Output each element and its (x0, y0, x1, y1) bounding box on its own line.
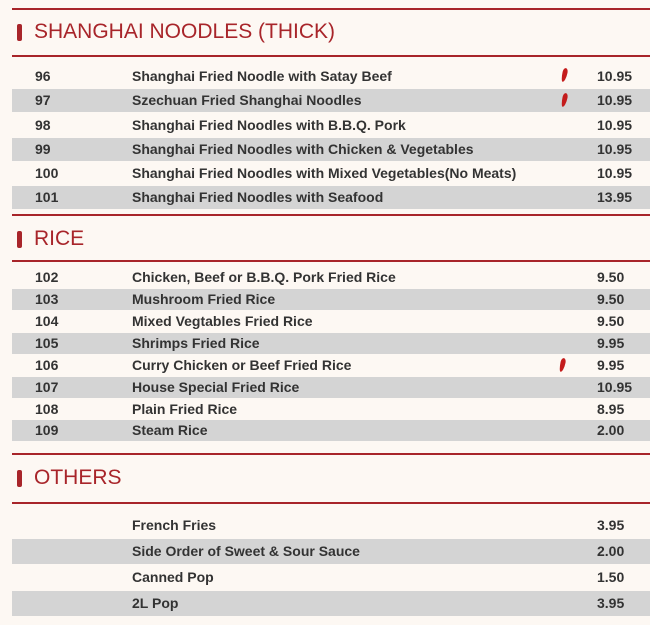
menu-row (12, 565, 650, 590)
item-price: 9.50 (597, 313, 625, 329)
menu-row (12, 399, 650, 420)
item-name: Plain Fried Rice (132, 401, 238, 417)
menu-row (12, 377, 650, 398)
item-name: Curry Chicken or Beef Fried Rice (132, 357, 352, 373)
item-number: 104 (35, 313, 59, 329)
section-title (17, 224, 84, 254)
item-number: 100 (35, 165, 59, 181)
item-price: 3.95 (597, 517, 625, 533)
item-name: 2L Pop (132, 595, 179, 611)
section-title-text: SHANGHAI NOODLES (THICK) (34, 20, 336, 43)
item-price: 10.95 (597, 92, 633, 108)
section-top-rule (12, 8, 650, 10)
item-number: 103 (35, 291, 59, 307)
item-price: 10.95 (597, 117, 633, 133)
item-name: Mushroom Fried Rice (132, 291, 276, 307)
item-number: 105 (35, 335, 59, 351)
item-name: Shanghai Fried Noodles with Chicken & Vegetables (132, 141, 474, 157)
section-header-rule (12, 502, 650, 504)
section-title-text: OTHERS (34, 466, 122, 489)
menu-row (12, 138, 650, 161)
menu-row (12, 89, 650, 112)
menu-row (12, 591, 650, 616)
menu-row (12, 267, 650, 288)
item-name: Shanghai Fried Noodles with Mixed Vegetables(No Meats) (132, 165, 517, 181)
menu-row (12, 289, 650, 310)
item-name: Chicken, Beef or B.B.Q. Pork Fried Rice (132, 269, 396, 285)
item-price: 10.95 (597, 68, 633, 84)
section-header-rule (12, 55, 650, 57)
item-price: 10.95 (597, 165, 633, 181)
item-name: Shanghai Fried Noodles with B.B.Q. Pork (132, 117, 406, 133)
item-price: 9.95 (597, 335, 625, 351)
item-number: 101 (35, 189, 59, 205)
item-name: Shanghai Fried Noodles with Seafood (132, 189, 384, 205)
item-name: Mixed Vegtables Fried Rice (132, 313, 313, 329)
item-price: 9.95 (597, 357, 625, 373)
item-price: 10.95 (597, 141, 633, 157)
item-number: 106 (35, 357, 59, 373)
section-marker-icon (17, 231, 22, 248)
menu-row (12, 311, 650, 332)
item-price: 3.95 (597, 595, 625, 611)
item-name: Shanghai Fried Noodle with Satay Beef (132, 68, 392, 84)
item-number: 98 (35, 117, 51, 133)
section-title (17, 17, 335, 47)
item-name: Steam Rice (132, 422, 208, 438)
item-price: 9.50 (597, 291, 625, 307)
item-name: Canned Pop (132, 569, 214, 585)
section-title (17, 463, 122, 493)
item-name: Shrimps Fried Rice (132, 335, 260, 351)
item-price: 2.00 (597, 422, 625, 438)
chili-pepper-icon (559, 358, 567, 373)
item-price: 1.50 (597, 569, 625, 585)
section-header-rule (12, 260, 650, 262)
item-number: 97 (35, 92, 51, 108)
item-number: 99 (35, 141, 51, 157)
section-title-text: RICE (34, 227, 85, 250)
menu-row (12, 162, 650, 185)
menu-row (12, 539, 650, 564)
item-name: Szechuan Fried Shanghai Noodles (132, 92, 362, 108)
item-number: 109 (35, 422, 59, 438)
section-marker-icon (17, 470, 22, 487)
chili-pepper-icon (561, 93, 569, 108)
item-price: 9.50 (597, 269, 625, 285)
item-number: 108 (35, 401, 59, 417)
item-price: 13.95 (597, 189, 633, 205)
item-price: 10.95 (597, 379, 633, 395)
menu-row (12, 65, 650, 87)
menu-row (12, 355, 650, 376)
section-top-rule (12, 453, 650, 455)
item-name: French Fries (132, 517, 217, 533)
menu-row (12, 333, 650, 354)
item-number: 96 (35, 68, 51, 84)
item-name: House Special Fried Rice (132, 379, 300, 395)
menu-row (12, 513, 650, 538)
item-name: Side Order of Sweet & Sour Sauce (132, 543, 360, 559)
section-top-rule (12, 214, 650, 216)
chili-pepper-icon (561, 68, 569, 83)
menu-row (12, 114, 650, 137)
item-price: 8.95 (597, 401, 625, 417)
item-price: 2.00 (597, 543, 625, 559)
item-number: 102 (35, 269, 59, 285)
menu-row (12, 186, 650, 209)
section-marker-icon (17, 24, 22, 41)
item-number: 107 (35, 379, 59, 395)
menu-row (12, 420, 650, 441)
